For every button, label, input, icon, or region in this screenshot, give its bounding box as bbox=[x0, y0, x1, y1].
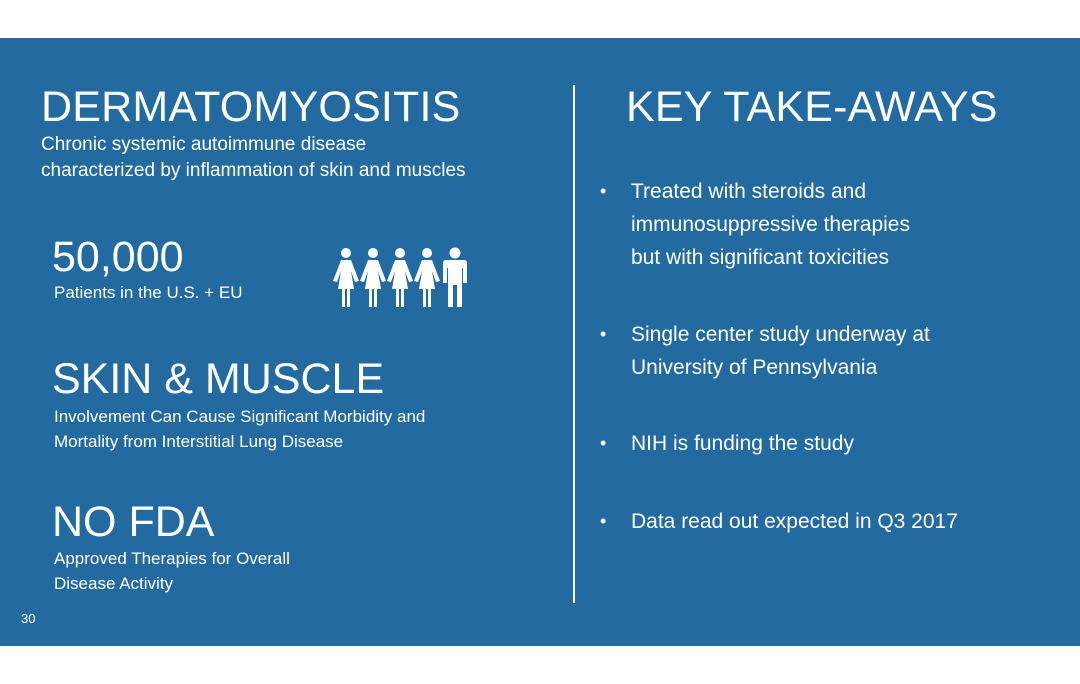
woman-figure-icon bbox=[387, 248, 413, 307]
list-item-text: immunosuppressive therapies bbox=[631, 213, 910, 236]
page-number: 30 bbox=[21, 611, 36, 626]
list-item-text: Data read out expected in Q3 2017 bbox=[631, 510, 958, 533]
list-item-text: University of Pennsylvania bbox=[631, 356, 878, 379]
left-subtitle-line-2: characterized by inflammation of skin and muscles bbox=[41, 160, 466, 181]
list-item-text: but with significant toxicities bbox=[631, 246, 889, 269]
list-item-text: Single center study underway at bbox=[631, 323, 930, 346]
stat-patients-number: 50,000 bbox=[52, 233, 184, 281]
woman-figure-icon bbox=[414, 248, 440, 307]
left-subtitle-line-1: Chronic systemic autoimmune disease bbox=[41, 134, 367, 155]
bullet-marker: • bbox=[600, 433, 607, 453]
list-item-text: NIH is funding the study bbox=[631, 432, 854, 455]
man-figure-icon bbox=[443, 248, 467, 308]
woman-figure-icon bbox=[333, 248, 359, 307]
stat-no-fda-caption-line-1: Approved Therapies for Overall bbox=[54, 549, 290, 568]
bullet-marker: • bbox=[600, 324, 607, 344]
stat-skin-muscle-heading: SKIN & MUSCLE bbox=[52, 355, 385, 403]
stat-patients-caption: Patients in the U.S. + EU bbox=[54, 283, 243, 302]
stat-no-fda-caption-line-2: Disease Activity bbox=[54, 574, 174, 593]
stat-skin-muscle-caption-line-1: Involvement Can Cause Significant Morbidity and bbox=[54, 407, 426, 426]
slide bbox=[0, 38, 1080, 646]
column-divider bbox=[573, 85, 575, 603]
stat-no-fda-heading: NO FDA bbox=[52, 498, 215, 546]
stat-skin-muscle-caption-line-2: Mortality from Interstitial Lung Disease bbox=[54, 432, 344, 451]
bullet-marker: • bbox=[600, 511, 607, 531]
bullet-marker: • bbox=[600, 181, 607, 201]
left-title: DERMATOMYOSITIS bbox=[41, 83, 461, 131]
woman-figure-icon bbox=[360, 248, 386, 307]
list-item-text: Treated with steroids and bbox=[631, 180, 867, 203]
right-title: KEY TAKE-AWAYS bbox=[626, 83, 998, 131]
people-group-icon bbox=[333, 247, 469, 307]
